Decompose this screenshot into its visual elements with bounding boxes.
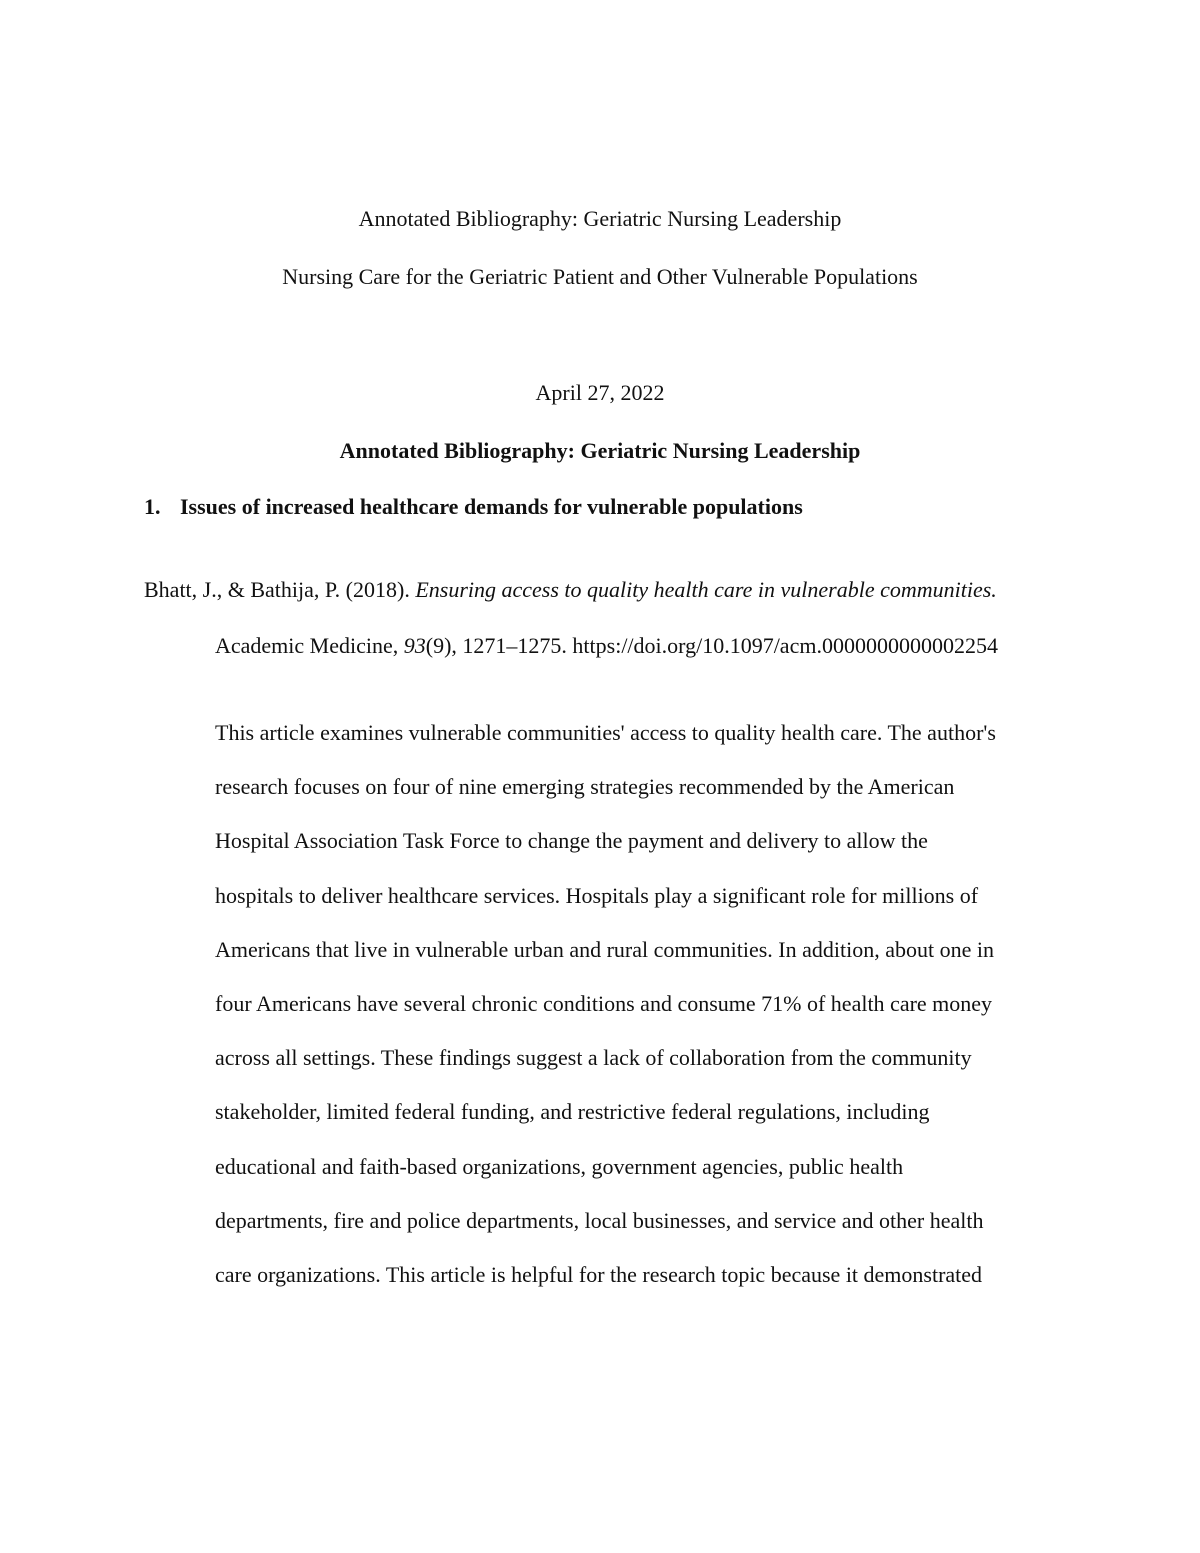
annotation-paragraph	[215, 706, 1075, 1302]
annotation-line: departments, fire and police departments, local businesses, and service and other health	[215, 1207, 984, 1233]
reference-journal: Academic Medicine,	[215, 633, 404, 658]
reference-article-title: Ensuring access to quality health care in vulnerable communities.	[415, 577, 997, 602]
annotation-line: hospitals to deliver healthcare services. Hospitals play a significant role for millions of	[215, 882, 979, 908]
cover-course: Nursing Care for the Geriatric Patient and Other Vulnerable Populations	[282, 264, 918, 289]
annotation-line: care organizations. This article is helpful for the research topic because it demonstrated	[215, 1261, 983, 1287]
annotation-line: across all settings. These findings suggest a lack of collaboration from the community	[215, 1045, 972, 1071]
reference-authors-year: Bhatt, J., & Bathija, P. (2018).	[144, 577, 416, 602]
annotation-line: This article examines vulnerable communities' access to quality health care. The author's	[215, 720, 996, 745]
reference-volume: 93	[403, 633, 426, 658]
section-number: 1.	[144, 494, 161, 519]
annotation-line: four Americans have several chronic conditions and consume 71% of health care money	[215, 990, 993, 1016]
reference-issue-pages-doi: (9), 1271–1275. https://doi.org/10.1097/acm.0000000000002254	[425, 633, 998, 658]
section-title: Issues of increased healthcare demands for vulnerable populations	[180, 494, 803, 519]
annotation-line: Hospital Association Task Force to change the payment and delivery to allow the	[215, 828, 928, 854]
annotation-line: stakeholder, limited federal funding, and restrictive federal regulations, including	[215, 1099, 930, 1125]
section-heading	[144, 494, 803, 520]
annotation-line: educational and faith-based organizations, government agencies, public health	[215, 1153, 904, 1179]
reference-second-line	[215, 633, 998, 659]
page-title: Annotated Bibliography: Geriatric Nursing Leadership	[339, 438, 861, 463]
cover-date: April 27, 2022	[535, 380, 665, 405]
cover-title: Annotated Bibliography: Geriatric Nursing Leadership	[358, 206, 842, 231]
annotation-line: research focuses on four of nine emerging strategies recommended by the American	[215, 774, 955, 800]
reference-first-line	[144, 577, 997, 603]
annotation-line: Americans that live in vulnerable urban and rural communities. In addition, about one in	[215, 936, 994, 962]
